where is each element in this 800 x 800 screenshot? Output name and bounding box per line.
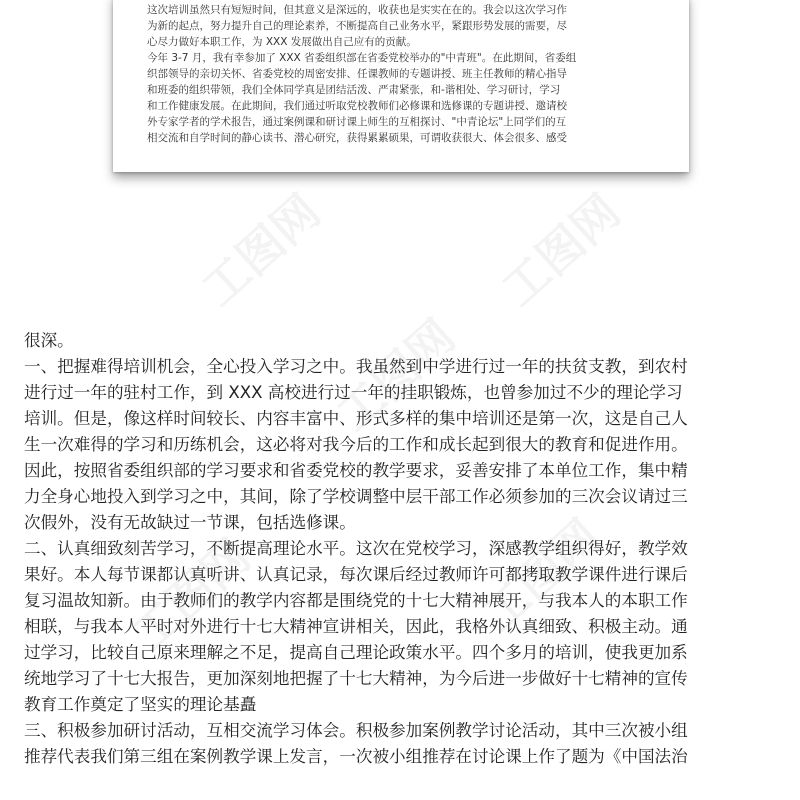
preview-panel (0, 0, 800, 300)
watermark-logo: 工图网 (471, 508, 611, 642)
watermark-logo: 工图网 (491, 183, 631, 317)
preview-line: 相交流和自学时间的静心读书、潜心研究，获得累累硕果，可谓收获很大、体会很多、感受 (147, 132, 567, 144)
body-line: 很深。 (24, 331, 74, 350)
body-line: 推荐代表我们第三组在案例教学课上发言，一次被小组推荐在讨论课上作了题为《中国法治 (24, 747, 688, 766)
body-line: 培训。但是，像这样时间较长、内容丰富中、形式多样的集中培训还是第一次，这是自己人 (24, 409, 688, 428)
watermark-logo: 工图网 (326, 308, 466, 442)
body-line: 力全身心地投入到学习之中，其间，除了学校调整中层干部工作必须参加的三次会议请过三 (24, 487, 688, 506)
preview-line: 为新的起点，努力提升自己的理论素养，不断提高自己业务水平，紧跟形势发展的需要，尽 (147, 20, 567, 32)
preview-line: 织部领导的亲切关怀、省委党校的周密安排、任课教师的专题讲授、班主任教师的精心指导 (147, 68, 567, 80)
body-line: 因此，按照省委组织部的学习要求和省委党校的教学要求，妥善安排了本单位工作，集中精 (24, 461, 688, 480)
watermark-logo: 工图网 (191, 183, 331, 317)
preview-line: 外专家学者的学术报告，通过案例课和研讨课上师生的互相探讨、"中青论坛"上同学们的互 (147, 116, 567, 128)
preview-text-block (147, 0, 661, 146)
body-line: 三、积极参加研讨活动，互相交流学习体会。积极参加案例教学讨论活动，其中三次被小组 (24, 721, 688, 740)
body-line: 二、认真细致刻苦学习，不断提高理论水平。这次在党校学习，深感教学组织得好，教学效 (24, 539, 688, 558)
body-line: 次假外，没有无故缺过一节课，包括选修课。 (24, 513, 356, 532)
body-line: 复习温故知新。由于教师们的教学内容都是围绕党的十七大精神展开，与我本人的本职工作 (24, 591, 688, 610)
body-line: 果好。本人每节课都认真听讲、认真记录，每次课后经过教师许可都拷取教学课件进行课后 (24, 565, 688, 584)
preview-line: 和工作健康发展。在此期间，我们通过听取党校教师们必修课和选修课的专题讲授、邀请校 (147, 100, 567, 112)
body-line: 一、把握难得培训机会，全心投入学习之中。我虽然到中学进行过一年的扶贫支教，到农村 (24, 357, 688, 376)
preview-line: 和班委的组织带领，我们全体同学真是团结活泼、严肃紧张，和-谐相处、学习研讨，学习 (147, 84, 561, 96)
body-line: 过学习，比较自己原来理解之不足，提高自己理论政策水平。四个多月的培训，使我更加系 (24, 643, 688, 662)
preview-line: 心尽力做好本职工作，为 XXX 发展做出自己应有的贡献。 (147, 36, 417, 48)
body-line: 统地学习了十七大报告，更加深刻地把握了十七大精神，为今后进一步做好十七精神的宣传 (24, 669, 688, 688)
body-line: 生一次难得的学习和历练机会，这必将对我今后的工作和成长起到很大的教育和促进作用。 (24, 435, 688, 454)
watermark-logo: 工图网 (121, 528, 261, 662)
document-preview-card (113, 0, 689, 172)
preview-line: 这次培训虽然只有短短时间，但其意义是深远的，收获也是实实在在的。我会以这次学习作 (147, 4, 567, 16)
preview-line: 今年 3-7 月，我有幸参加了 XXX 省委组织部在省委党校举办的"中青班"。在此期间，省委组 (147, 52, 577, 64)
body-line: 进行过一年的驻村工作，到 XXX 高校进行过一年的挂职锻炼，也曾参加过不少的理论学习 (24, 383, 683, 402)
document-body (24, 328, 784, 770)
body-line: 教育工作奠定了坚实的理论基矗 (24, 695, 257, 714)
body-line: 相联，与我本人平时对外进行十七大精神宣讲相关，因此，我格外认真细致、积极主动。通 (24, 617, 688, 636)
